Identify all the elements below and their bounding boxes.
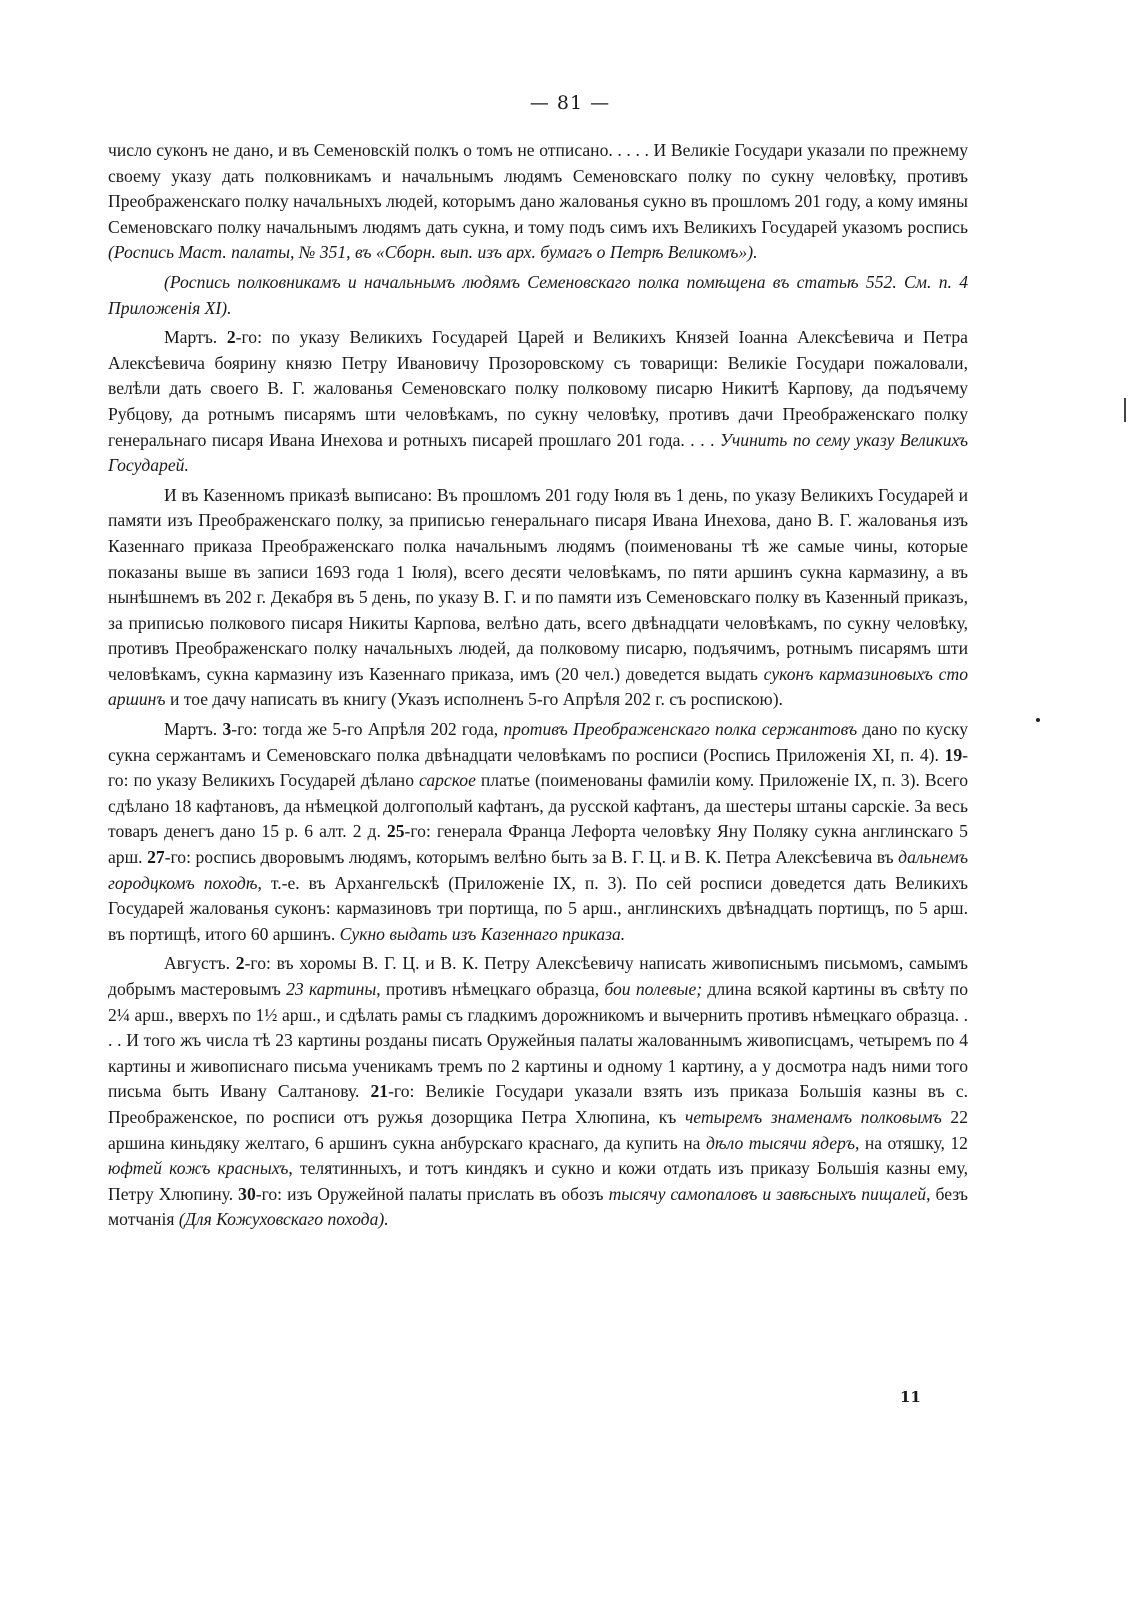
page-number: — 81 — [529,92,611,114]
text-run: -го: роспись дворовымъ людямъ, которымъ велѣно быть за В. Г. Ц. и В. К. Петра Алексѣевича въ [164,847,899,868]
text-run: противъ Преображенскаго полка сержантовъ [503,719,858,740]
text-run: 21 [370,1081,389,1102]
text-run: 19 [944,744,963,765]
text-run: и тое дачу написать въ книгу (Указъ исполненъ 5-го Апрѣля 202 г. съ роспискою). [165,689,783,710]
paragraph-p2 [108,270,968,321]
text-run: Сукно выдать изъ Казеннаго приказа. [339,923,626,944]
main-text [108,138,968,1237]
text-run: -го: Великіе Государи указали взять изъ приказа Большія казны въ с. Преображенское, по росписи отъ ружья дозорщика Петра Хлюпина, къ [108,1081,968,1127]
text-run: Августъ. [164,953,236,974]
printer-signature-mark: 11 [900,1388,921,1406]
text-run: -го: по указу Великихъ Государей дѣлано [108,744,968,791]
paragraph-p3 [108,325,968,479]
text-run: 30 [238,1183,256,1204]
text-run: платье (поименованы фамиліи кому. Приложеніе IX, п. 3). Всего сдѣлано 18 кафтановъ, да нѣмецкой долгополый кафтанъ, да русской кафтанъ, да шестеры штаны сарскіе. За весь товаръ денегъ дано 15 р. 6 алт. 2 д. [108,770,968,842]
text-run: число суконъ не дано, и въ Семеновскій полкъ о томъ не отписано. . . . . И Великіе Государи указали по прежнему своему указу дать полковникамъ и начальнымъ людямъ Семеновскаго полку по сукну человѣку, противъ Преображенскаго полку начальныхъ людей, которымъ дано жалованья сукно въ прошломъ 201 году, а кому имяны Семеновскаго полку начальнымъ людямъ дать сукна, и тому подъ симъ ихъ Великихъ Государей указомъ роспись [108,140,968,237]
text-run: 3 [222,719,232,740]
text-run: И въ Казенномъ приказѣ выписано: Въ прошломъ 201 году Іюля въ 1 день, по указу Великихъ Государей и памяти изъ Преображенскаго полку, за приписью генеральнаго писаря Ивана Инехова, дано В. Г. жалованья изъ Казеннаго приказа Преображенскаго полка начальнымъ людямъ (поименованы тѣ же самые чины, которые показаны выше въ записи 1693 года 1 Іюля), всего десяти человѣкамъ, по пяти аршинъ сукна кармазину, а въ нынѣшнемъ въ 202 г. Декабря въ 5 день, по указу В. Г. и по памяти изъ Семеновскаго полку въ Казенный приказъ, за приписью полкового писаря Никиты Карпова, велѣно дать, всего двѣнадцати человѣкамъ, по сукну человѣку, противъ Преображенскаго полку начальныхъ людей, да полковому писарю, подъячимъ, ротнымъ писарямъ шти человѣкамъ, сукна кармазину изъ Казеннаго приказа, имъ (20 чел.) доведется выдать [108,484,968,684]
text-run: бои полевые; [604,979,703,999]
text-run: юфтей кожъ красныхъ [108,1158,289,1179]
text-run: -го: въ хоромы В. Г. Ц. и В. К. Петру Алексѣевичу написать живописнымъ письмомъ, самымъ добрымъ мастеровымъ [108,953,968,999]
text-run: 22 аршина киньдяку желтаго, 6 аршинъ сукна анбурскаго краснаго, да купить на [108,1106,969,1153]
text-run: дано по куску сукна сержантамъ и Семеновскаго полка двѣнадцати человѣкамъ по росписи (Роспись Приложенія XI, п. 4). [108,719,968,765]
text-run: тысячу самопаловъ и завѣсныхъ пищалей [608,1183,927,1204]
text-run: , противъ нѣмецкаго образца, [376,979,605,999]
text-run: , телятинныхъ, и тотъ киндякъ и сукно и кожи отдать изъ приказу Большія казны ему, Петру Хлюпину. [108,1158,968,1204]
text-run: -го: тогда же 5-го Апрѣля 202 года, [231,719,504,740]
text-run: 23 картины [286,979,377,999]
text-run: -го: генерала Франца Лефорта человѣку Яну Поляку сукна англинскаго 5 арш. [108,821,968,868]
text-run: 25 [386,821,405,842]
paragraph-p1 [108,138,968,266]
text-run: , т.-е. въ Архангельскѣ (Приложеніе IX, п. 3). По сей росписи доведется дать Великихъ Государей жалованья суконъ: кармазиновъ три портища, по 5 арш., англинскихъ двѣнадцать портищъ, по 5 арш. въ портищѣ, итого 60 аршинъ. [108,872,969,944]
margin-mark [1124,398,1126,422]
text-run: сарское [418,770,476,791]
text-run: (Для Кожуховскаго похода). [178,1209,389,1230]
paragraph-p5 [108,717,968,947]
text-run: (Роспись полковникамъ и начальнымъ людямъ Семеновскаго полка помѣщена въ статьѣ 552. См. п. 4 Приложенія XI). [108,271,968,318]
paragraph-p6 [108,951,968,1233]
text-run: -го: изъ Оружейной палаты прислать въ обозъ [255,1183,609,1204]
text-run: Мартъ. [164,719,223,740]
text-run: Учинить по сему указу Великихъ Государей. [108,429,968,476]
text-run: , на отяшку, 12 [855,1132,968,1153]
text-run: , безъ мотчанія [108,1183,968,1230]
paragraph-p4 [108,483,968,713]
text-run: суконъ кармазиновыхъ сто аршинъ [108,663,968,710]
text-run: (Роспись Маст. палаты, № 351, въ «Сборн. вып. изъ арх. бумагъ о Петрѣ Великомъ»). [108,242,758,263]
text-run: Мартъ. [164,327,227,348]
text-run: 2 [235,953,245,974]
text-run: дѣло тысячи ядеръ [705,1132,855,1153]
text-run: 27 [147,847,165,868]
margin-speck [1036,718,1040,722]
text-run: дальнемъ городцкомъ походѣ [108,847,969,893]
text-run: четыремъ знаменамъ полковымъ [685,1106,942,1127]
text-run: -го: по указу Великихъ Государей Царей и Великихъ Князей Іоанна Алексѣевича и Петра Алексѣевича боярину князю Петру Ивановичу Прозоровскому съ товарищи: Великіе Государи пожаловали, велѣли дать своего В. Г. жалованья Семеновскаго полку полковому писарю Никитѣ Карпову, да подъячему Рубцову, да ротнымъ писарямъ шти человѣкамъ, по сукну человѣку, противъ дачи Преображенскаго полку генеральнаго писаря Ивана Инехова и ротныхъ писарей прошлаго 201 года. . . . [108,327,968,450]
text-run: длина всякой картины въ свѣту по 2¼ арш., вверхъ по 1½ арш., и сдѣлать рамы съ гладкимъ дорожникомъ и вычернить противъ нѣмецкаго образца. . . . И того жъ числа тѣ 23 картины розданы писать Оружейныя палаты жалованнымъ живописцамъ, четыремъ по 4 картины и живописнаго письма ученикамъ тремъ по 2 картины и одному 1 картину, а у досмотра надъ ними того письма быть Ивану Салтанову. [108,979,968,1102]
text-run: 2 [226,327,236,348]
